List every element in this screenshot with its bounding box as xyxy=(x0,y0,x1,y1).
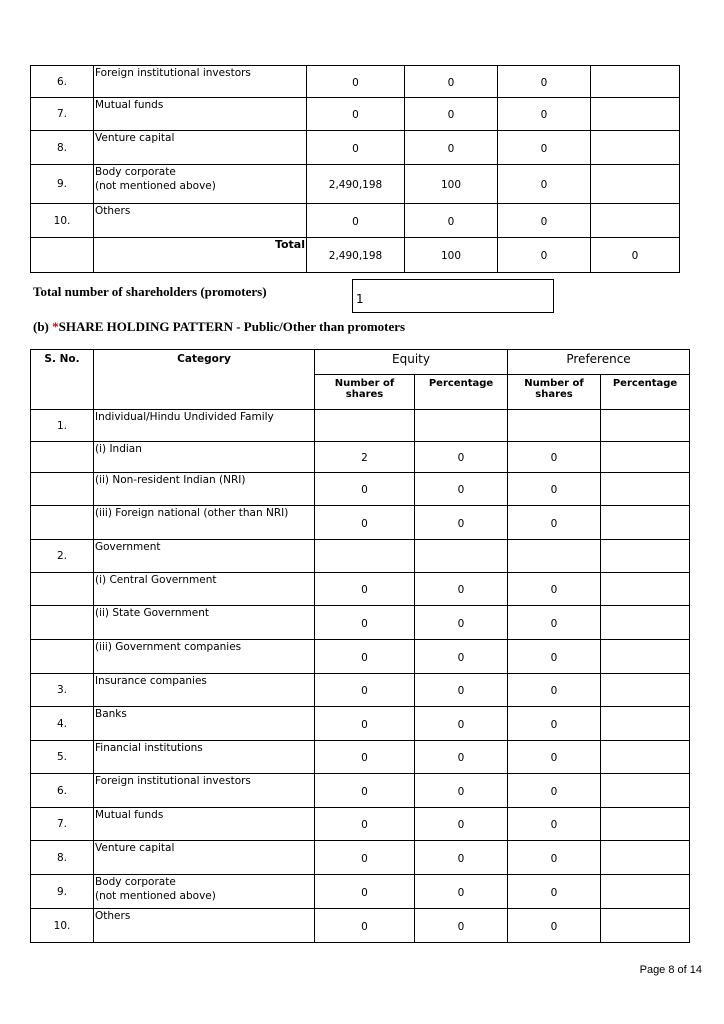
pref-percentage-cell[interactable] xyxy=(601,674,690,707)
pref-percentage-cell[interactable] xyxy=(601,473,690,506)
equity-percentage-cell[interactable]: 0 xyxy=(415,606,508,640)
pref-shares-cell[interactable]: 0 xyxy=(508,506,601,540)
category-line: Foreign institutional investors xyxy=(95,67,251,79)
pref-percentage-cell[interactable] xyxy=(601,506,690,540)
equity-percentage-cell[interactable]: 0 xyxy=(415,707,508,741)
row-sno xyxy=(31,606,94,640)
pref-percentage-cell[interactable] xyxy=(601,741,690,774)
row-sno: 5. xyxy=(31,741,94,774)
category-line: (iii) Government companies xyxy=(95,641,242,653)
table-row xyxy=(31,442,690,473)
pref-shares-cell[interactable]: 0 xyxy=(508,473,601,506)
equity-percentage-cell[interactable]: 0 xyxy=(415,808,508,841)
row-sno: 9. xyxy=(31,875,94,909)
row-sno: 8. xyxy=(31,131,94,165)
total-empty-cell xyxy=(31,238,94,273)
row-category xyxy=(94,442,315,473)
row-category xyxy=(94,841,315,875)
header-pref-shares: Number of shares xyxy=(508,375,601,410)
row-category xyxy=(94,506,315,540)
header-sno: S. No. xyxy=(31,350,94,410)
equity-percentage-cell[interactable]: 0 xyxy=(405,131,498,165)
table-row xyxy=(31,674,690,707)
category-line: Venture capital xyxy=(95,842,175,854)
pref-shares-cell[interactable]: 0 xyxy=(508,774,601,808)
category-line: Banks xyxy=(95,708,127,720)
equity-shares-cell[interactable]: 0 xyxy=(315,875,415,909)
category-line: Individual/Hindu Undivided Family xyxy=(95,411,274,423)
row-sno xyxy=(31,573,94,606)
table-row xyxy=(31,66,680,98)
equity-percentage-cell[interactable]: 0 xyxy=(415,506,508,540)
row-sno: 10. xyxy=(31,909,94,943)
pref-shares-cell[interactable] xyxy=(508,540,601,573)
pref-shares-cell[interactable]: 0 xyxy=(508,707,601,741)
pref-percentage-cell[interactable] xyxy=(601,875,690,909)
row-sno: 1. xyxy=(31,410,94,442)
pref-shares-cell[interactable]: 0 xyxy=(508,442,601,473)
pref-percentage-cell[interactable] xyxy=(601,442,690,473)
pref-percentage-cell[interactable] xyxy=(601,707,690,741)
pref-percentage-cell[interactable] xyxy=(601,774,690,808)
pref-percentage-cell[interactable] xyxy=(601,606,690,640)
row-category xyxy=(94,674,315,707)
pref-percentage-cell[interactable] xyxy=(591,165,680,204)
total-pref-shares[interactable]: 0 xyxy=(498,238,591,273)
total-equity-percentage[interactable]: 100 xyxy=(405,238,498,273)
row-category xyxy=(94,98,307,131)
table-row xyxy=(31,841,690,875)
row-category xyxy=(94,774,315,808)
row-sno xyxy=(31,640,94,674)
category-line: (ii) State Government xyxy=(95,607,209,619)
row-sno: 3. xyxy=(31,674,94,707)
table-row xyxy=(31,909,690,943)
section-b-title xyxy=(33,319,405,335)
header-pref-percentage: Percentage xyxy=(601,375,690,410)
header-equity-shares: Number of shares xyxy=(315,375,415,410)
pref-shares-cell[interactable]: 0 xyxy=(508,573,601,606)
pref-shares-cell[interactable]: 0 xyxy=(508,841,601,875)
section-b-prefix: (b) xyxy=(33,319,53,334)
equity-percentage-cell[interactable]: 0 xyxy=(415,875,508,909)
table-row xyxy=(31,506,690,540)
table-row xyxy=(31,741,690,774)
table-row xyxy=(31,808,690,841)
table-row xyxy=(31,204,680,238)
pref-percentage-cell[interactable] xyxy=(591,131,680,165)
pref-shares-cell[interactable]: 0 xyxy=(508,808,601,841)
table-row xyxy=(31,640,690,674)
pref-percentage-cell[interactable] xyxy=(591,66,680,98)
row-sno xyxy=(31,473,94,506)
row-sno: 4. xyxy=(31,707,94,741)
pref-shares-cell[interactable]: 0 xyxy=(508,909,601,943)
equity-shares-cell[interactable]: 0 xyxy=(315,841,415,875)
pref-percentage-cell[interactable] xyxy=(601,540,690,573)
category-line: Foreign institutional investors xyxy=(95,775,251,787)
pref-shares-cell[interactable]: 0 xyxy=(498,98,591,131)
table-row xyxy=(31,131,680,165)
equity-shares-cell[interactable]: 0 xyxy=(315,909,415,943)
row-category xyxy=(94,707,315,741)
category-line: (iii) Foreign national (other than NRI) xyxy=(95,507,289,519)
equity-percentage-cell[interactable] xyxy=(415,540,508,573)
table-row xyxy=(31,98,680,131)
table-row xyxy=(31,774,690,808)
equity-shares-cell[interactable]: 0 xyxy=(315,573,415,606)
pref-shares-cell[interactable]: 0 xyxy=(508,640,601,674)
equity-percentage-cell[interactable]: 0 xyxy=(415,774,508,808)
equity-shares-cell[interactable]: 0 xyxy=(315,707,415,741)
equity-shares-cell[interactable]: 0 xyxy=(315,741,415,774)
category-line: Insurance companies xyxy=(95,675,207,687)
pref-shares-cell[interactable] xyxy=(508,410,601,442)
category-line: (ii) Non-resident Indian (NRI) xyxy=(95,474,246,486)
equity-percentage-cell[interactable] xyxy=(415,410,508,442)
pref-shares-cell[interactable]: 0 xyxy=(508,674,601,707)
pref-percentage-cell[interactable] xyxy=(601,410,690,442)
category-line: (i) Indian xyxy=(95,443,142,455)
row-category xyxy=(94,640,315,674)
equity-shares-cell[interactable]: 0 xyxy=(307,66,405,98)
equity-percentage-cell[interactable]: 0 xyxy=(415,841,508,875)
pref-shares-cell[interactable]: 0 xyxy=(508,875,601,909)
row-category xyxy=(94,165,307,204)
category-line: Government xyxy=(95,541,161,553)
header-equity: Equity xyxy=(315,350,508,375)
pref-percentage-cell[interactable] xyxy=(601,573,690,606)
category-line: Venture capital xyxy=(95,132,175,144)
equity-percentage-cell[interactable]: 0 xyxy=(405,98,498,131)
public-shareholding-table xyxy=(30,349,690,943)
row-category xyxy=(94,204,307,238)
table-row xyxy=(31,540,690,573)
pref-shares-cell[interactable]: 0 xyxy=(508,606,601,640)
row-sno: 2. xyxy=(31,540,94,573)
header-equity-percentage: Percentage xyxy=(415,375,508,410)
category-line: Mutual funds xyxy=(95,99,164,111)
table-row xyxy=(31,606,690,640)
pref-shares-cell[interactable]: 0 xyxy=(498,131,591,165)
category-line: (not mentioned above) xyxy=(95,180,216,192)
row-category xyxy=(94,410,315,442)
pref-percentage-cell[interactable] xyxy=(601,909,690,943)
row-category xyxy=(94,808,315,841)
pref-shares-cell[interactable]: 0 xyxy=(498,204,591,238)
pref-percentage-cell[interactable] xyxy=(601,841,690,875)
equity-shares-cell[interactable]: 2,490,198 xyxy=(307,165,405,204)
category-line: Others xyxy=(95,910,131,922)
row-category xyxy=(94,540,315,573)
category-line: (not mentioned above) xyxy=(95,890,216,902)
pref-shares-cell[interactable]: 0 xyxy=(498,165,591,204)
table-row xyxy=(31,707,690,741)
total-pref-percentage[interactable]: 0 xyxy=(591,238,680,273)
page-number: Page 8 of 14 xyxy=(639,964,702,976)
row-category xyxy=(94,573,315,606)
row-category xyxy=(94,66,307,98)
total-label: Total xyxy=(94,238,307,273)
total-equity-shares[interactable]: 2,490,198 xyxy=(307,238,405,273)
pref-percentage-cell[interactable] xyxy=(601,640,690,674)
category-line: Body corporate xyxy=(95,876,176,888)
equity-shares-cell[interactable] xyxy=(315,540,415,573)
table-row xyxy=(31,473,690,506)
row-sno: 8. xyxy=(31,841,94,875)
total-shareholders-label: Total number of shareholders (promoters) xyxy=(33,284,267,299)
category-line: Body corporate xyxy=(95,166,176,178)
row-sno: 7. xyxy=(31,98,94,131)
total-row xyxy=(31,238,680,273)
table-row xyxy=(31,875,690,909)
required-asterisk: * xyxy=(52,319,59,334)
row-category xyxy=(94,131,307,165)
row-sno xyxy=(31,506,94,540)
equity-percentage-cell[interactable]: 0 xyxy=(415,442,508,473)
equity-percentage-cell[interactable]: 100 xyxy=(405,165,498,204)
equity-shares-cell[interactable]: 0 xyxy=(315,473,415,506)
equity-shares-cell[interactable]: 0 xyxy=(307,131,405,165)
row-sno xyxy=(31,442,94,473)
equity-percentage-cell[interactable]: 0 xyxy=(415,741,508,774)
equity-shares-cell[interactable]: 2 xyxy=(315,442,415,473)
row-sno: 6. xyxy=(31,66,94,98)
promoters-table xyxy=(30,65,680,273)
row-category xyxy=(94,473,315,506)
category-line: Mutual funds xyxy=(95,809,164,821)
equity-percentage-cell[interactable]: 0 xyxy=(405,66,498,98)
section-b-title-text: SHARE HOLDING PATTERN - Public/Other than promoters xyxy=(58,319,406,334)
table-row xyxy=(31,165,680,204)
equity-percentage-cell[interactable]: 0 xyxy=(415,909,508,943)
row-category xyxy=(94,909,315,943)
row-sno: 7. xyxy=(31,808,94,841)
equity-shares-cell[interactable]: 0 xyxy=(315,674,415,707)
equity-shares-cell[interactable] xyxy=(315,410,415,442)
equity-percentage-cell[interactable]: 0 xyxy=(415,573,508,606)
category-line: Financial institutions xyxy=(95,742,203,754)
total-shareholders-field[interactable]: 1 xyxy=(352,279,554,313)
equity-shares-cell[interactable]: 0 xyxy=(315,640,415,674)
table-row xyxy=(31,410,690,442)
equity-shares-cell[interactable]: 0 xyxy=(307,204,405,238)
header-preference: Preference xyxy=(508,350,690,375)
category-line: (i) Central Government xyxy=(95,574,217,586)
header-category: Category xyxy=(94,350,315,410)
table-row xyxy=(31,573,690,606)
equity-percentage-cell[interactable]: 0 xyxy=(415,640,508,674)
row-category xyxy=(94,741,315,774)
equity-shares-cell[interactable]: 0 xyxy=(315,808,415,841)
row-category xyxy=(94,875,315,909)
row-sno: 10. xyxy=(31,204,94,238)
pref-shares-cell[interactable]: 0 xyxy=(508,741,601,774)
equity-shares-cell[interactable]: 0 xyxy=(315,606,415,640)
row-sno: 6. xyxy=(31,774,94,808)
equity-percentage-cell[interactable]: 0 xyxy=(405,204,498,238)
equity-shares-cell[interactable]: 0 xyxy=(307,98,405,131)
pref-percentage-cell[interactable] xyxy=(591,98,680,131)
pref-percentage-cell[interactable] xyxy=(601,808,690,841)
row-sno: 9. xyxy=(31,165,94,204)
equity-shares-cell[interactable]: 0 xyxy=(315,774,415,808)
equity-shares-cell[interactable]: 0 xyxy=(315,506,415,540)
pref-percentage-cell[interactable] xyxy=(591,204,680,238)
row-category xyxy=(94,606,315,640)
equity-percentage-cell[interactable]: 0 xyxy=(415,674,508,707)
pref-shares-cell[interactable]: 0 xyxy=(498,66,591,98)
equity-percentage-cell[interactable]: 0 xyxy=(415,473,508,506)
category-line: Others xyxy=(95,205,131,217)
